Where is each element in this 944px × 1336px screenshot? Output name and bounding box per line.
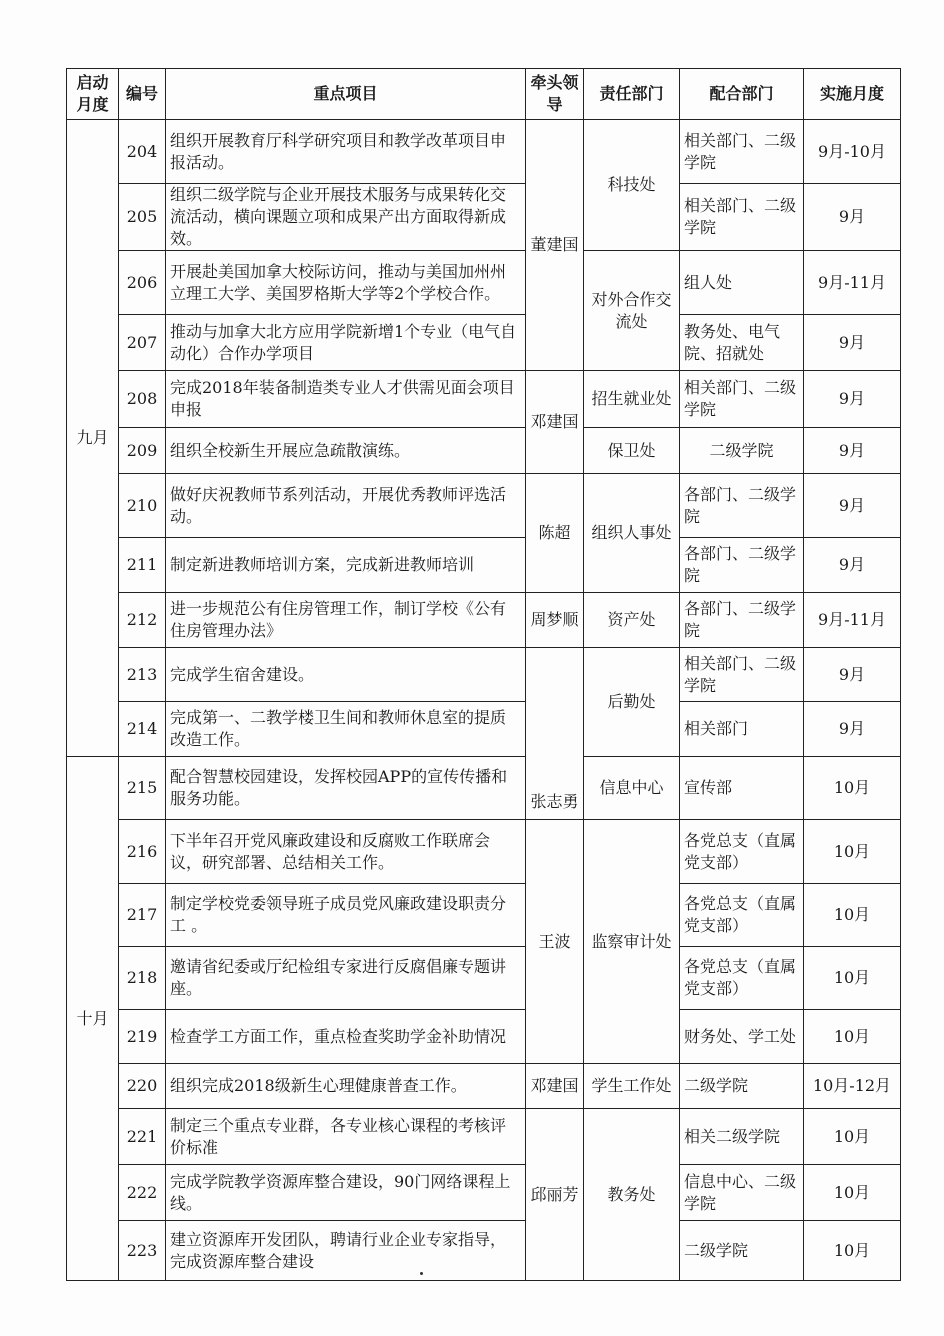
leader-cell: 邓建国	[526, 371, 584, 474]
row-coop: 各部门、二级学院	[680, 593, 804, 648]
row-month: 9月	[804, 538, 901, 593]
row-project: 下半年召开党风廉政建设和反腐败工作联席会议，研究部署、总结相关工作。	[166, 820, 526, 884]
leader-cell: 张志勇	[526, 648, 584, 820]
row-month: 9月	[804, 648, 901, 702]
dept-cell: 科技处	[584, 120, 680, 251]
row-number: 219	[119, 1010, 166, 1064]
row-number: 210	[119, 474, 166, 538]
page-dot	[420, 1272, 423, 1275]
header-leader: 牵头领导	[526, 69, 584, 120]
row-number: 208	[119, 371, 166, 428]
row-number: 222	[119, 1165, 166, 1221]
row-month: 10月	[804, 1221, 901, 1281]
row-project: 配合智慧校园建设，发挥校园APP的宣传传播和服务功能。	[166, 757, 526, 820]
row-project: 组织全校新生开展应急疏散演练。	[166, 428, 526, 474]
row-project: 组织开展教育厅科学研究项目和教学改革项目申报活动。	[166, 120, 526, 184]
row-coop: 组人处	[680, 251, 804, 315]
header-coop: 配合部门	[680, 69, 804, 120]
row-month: 9月-10月	[804, 120, 901, 184]
row-coop: 信息中心、二级学院	[680, 1165, 804, 1221]
row-number: 215	[119, 757, 166, 820]
header-dept: 责任部门	[584, 69, 680, 120]
row-coop: 教务处、电气院、招就处	[680, 315, 804, 371]
table-row	[67, 474, 901, 538]
month-september: 九月	[67, 120, 119, 757]
row-number: 212	[119, 593, 166, 648]
dept-cell: 保卫处	[584, 428, 680, 474]
row-project: 建立资源库开发团队，聘请行业企业专家指导，完成资源库整合建设	[166, 1221, 526, 1281]
row-coop: 各部门、二级学院	[680, 474, 804, 538]
row-month: 10月-12月	[804, 1064, 901, 1109]
table-row	[67, 1221, 901, 1281]
table-row	[67, 1010, 901, 1064]
row-coop: 相关部门、二级学院	[680, 648, 804, 702]
row-month: 9月	[804, 702, 901, 757]
dept-cell: 招生就业处	[584, 371, 680, 428]
table-row	[67, 538, 901, 593]
row-month: 10月	[804, 820, 901, 884]
row-number: 223	[119, 1221, 166, 1281]
row-number: 205	[119, 184, 166, 251]
row-number: 217	[119, 884, 166, 947]
header-start-month: 启动月度	[67, 69, 119, 120]
row-coop: 各党总支（直属党支部）	[680, 820, 804, 884]
header-impl-month: 实施月度	[804, 69, 901, 120]
row-number: 218	[119, 947, 166, 1010]
row-coop: 相关二级学院	[680, 1109, 804, 1165]
row-number: 220	[119, 1064, 166, 1109]
row-number: 209	[119, 428, 166, 474]
row-number: 207	[119, 315, 166, 371]
row-coop: 二级学院	[680, 428, 804, 474]
row-coop: 相关部门	[680, 702, 804, 757]
row-project: 邀请省纪委或厅纪检组专家进行反腐倡廉专题讲座。	[166, 947, 526, 1010]
row-month: 10月	[804, 1010, 901, 1064]
row-month: 9月-11月	[804, 251, 901, 315]
row-project: 完成2018年装备制造类专业人才供需见面会项目申报	[166, 371, 526, 428]
row-coop: 二级学院	[680, 1221, 804, 1281]
dept-cell: 后勤处	[584, 648, 680, 757]
table-row	[67, 884, 901, 947]
row-month: 10月	[804, 757, 901, 820]
row-project: 检查学工方面工作，重点检查奖助学金补助情况	[166, 1010, 526, 1064]
row-number: 206	[119, 251, 166, 315]
dept-cell: 对外合作交流处	[584, 251, 680, 371]
row-project: 进一步规范公有住房管理工作，制订学校《公有住房管理办法》	[166, 593, 526, 648]
row-project: 完成学院教学资源库整合建设，90门网络课程上线。	[166, 1165, 526, 1221]
leader-cell: 周梦顺	[526, 593, 584, 648]
row-project: 完成学生宿舍建设。	[166, 648, 526, 702]
row-coop: 相关部门、二级学院	[680, 120, 804, 184]
row-month: 10月	[804, 947, 901, 1010]
row-project: 做好庆祝教师节系列活动，开展优秀教师评选活动。	[166, 474, 526, 538]
row-month: 10月	[804, 1109, 901, 1165]
table-row	[67, 947, 901, 1010]
row-number: 216	[119, 820, 166, 884]
leader-cell: 邓建国	[526, 1064, 584, 1109]
row-project: 制定新进教师培训方案，完成新进教师培训	[166, 538, 526, 593]
header-row	[67, 69, 901, 120]
row-coop: 各党总支（直属党支部）	[680, 947, 804, 1010]
row-project: 组织完成2018级新生心理健康普查工作。	[166, 1064, 526, 1109]
row-number: 214	[119, 702, 166, 757]
dept-cell: 信息中心	[584, 757, 680, 820]
row-coop: 各部门、二级学院	[680, 538, 804, 593]
work-plan-table	[66, 68, 901, 1281]
row-project: 推动与加拿大北方应用学院新增1个专业（电气自动化）合作办学项目	[166, 315, 526, 371]
row-month: 9月	[804, 315, 901, 371]
row-number: 204	[119, 120, 166, 184]
row-coop: 宣传部	[680, 757, 804, 820]
row-coop: 各党总支（直属党支部）	[680, 884, 804, 947]
dept-cell: 资产处	[584, 593, 680, 648]
row-month: 9月-11月	[804, 593, 901, 648]
row-number: 221	[119, 1109, 166, 1165]
table-row	[67, 757, 901, 820]
row-month: 9月	[804, 184, 901, 251]
row-number: 211	[119, 538, 166, 593]
row-coop: 相关部门、二级学院	[680, 371, 804, 428]
table-row	[67, 820, 901, 884]
leader-cell: 董建国	[526, 120, 584, 371]
month-october: 十月	[67, 757, 119, 1281]
row-coop: 二级学院	[680, 1064, 804, 1109]
row-month: 9月	[804, 474, 901, 538]
dept-cell: 组织人事处	[584, 474, 680, 593]
table-row	[67, 702, 901, 757]
row-project: 制定三个重点专业群，各专业核心课程的考核评价标准	[166, 1109, 526, 1165]
row-project: 开展赴美国加拿大校际访问，推动与美国加州州立理工大学、美国罗格斯大学等2个学校合作。	[166, 251, 526, 315]
row-month: 9月	[804, 371, 901, 428]
leader-cell: 邱丽芳	[526, 1109, 584, 1281]
row-project: 组织二级学院与企业开展技术服务与成果转化交流活动，横向课题立项和成果产出方面取得新成效。	[166, 184, 526, 251]
table-row	[67, 1109, 901, 1165]
row-month: 10月	[804, 884, 901, 947]
header-number: 编号	[119, 69, 166, 120]
dept-cell: 教务处	[584, 1109, 680, 1281]
table-row	[67, 251, 901, 315]
table-row	[67, 593, 901, 648]
dept-cell: 监察审计处	[584, 820, 680, 1064]
table-row	[67, 1064, 901, 1109]
row-month: 9月	[804, 428, 901, 474]
row-coop: 相关部门、二级学院	[680, 184, 804, 251]
table-row	[67, 184, 901, 251]
leader-cell: 王波	[526, 820, 584, 1064]
table-row	[67, 371, 901, 428]
row-project: 完成第一、二教学楼卫生间和教师休息室的提质改造工作。	[166, 702, 526, 757]
table-row	[67, 120, 901, 184]
dept-cell: 学生工作处	[584, 1064, 680, 1109]
table-row	[67, 428, 901, 474]
header-project: 重点项目	[166, 69, 526, 120]
table-row	[67, 648, 901, 702]
row-number: 213	[119, 648, 166, 702]
row-coop: 财务处、学工处	[680, 1010, 804, 1064]
row-month: 10月	[804, 1165, 901, 1221]
table-row	[67, 1165, 901, 1221]
leader-cell: 陈超	[526, 474, 584, 593]
table-row	[67, 315, 901, 371]
row-project: 制定学校党委领导班子成员党风廉政建设职责分工 。	[166, 884, 526, 947]
